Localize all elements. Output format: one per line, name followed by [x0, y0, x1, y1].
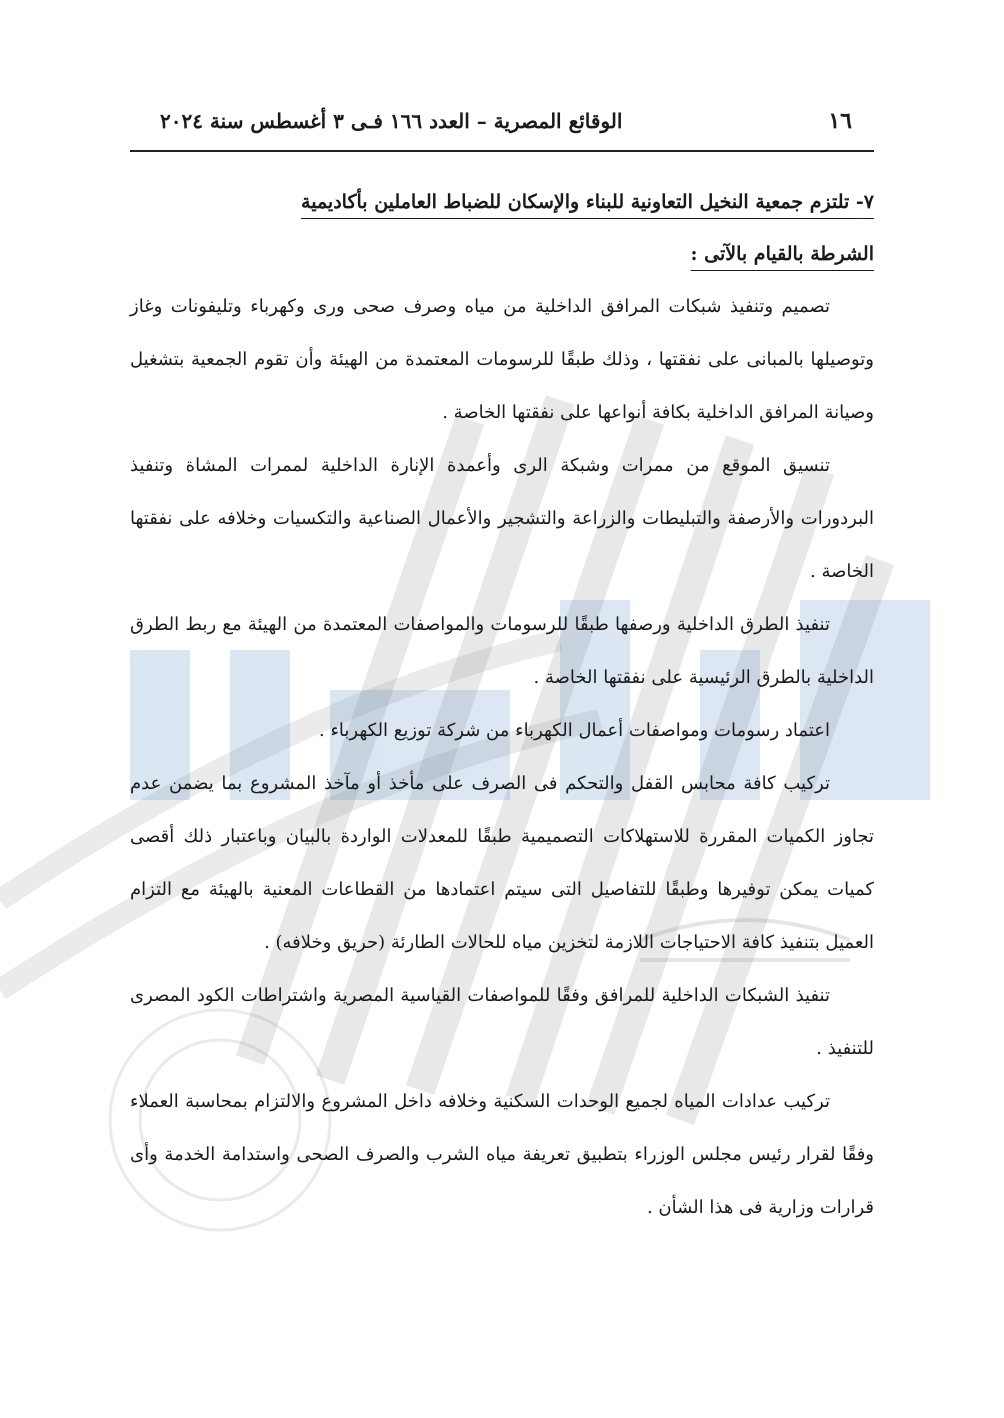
paragraph-water-meters: تركيب عدادات المياه لجميع الوحدات السكنية وخلافه داخل المشروع والالتزام بمحاسبة العملاء وفقًا لقرار رئيس مجلس الوزراء بتطبيق تعريفة مياه الشرب والصرف الصحى واستدامة الخدمة وأى قرارات وزارية فى هذا الشأن .	[130, 1091, 874, 1218]
item-heading-line-1: ٧- تلتزم جمعية النخيل التعاونية للبناء والإسكان للضباط العاملين بأكاديمية	[301, 191, 874, 213]
paragraph-code-compliance: تنفيذ الشبكات الداخلية للمرافق وفقًا للمواصفات القياسية المصرية واشتراطات الكود المصرى للتنفيذ .	[130, 985, 874, 1059]
paragraph-utilities-networks: تصميم وتنفيذ شبكات المرافق الداخلية من مياه وصرف صحى ورى وكهرباء وتليفونات وغاز وتوصيلها بالمبانى على نفقتها ، وذلك طبقًا للرسومات المعتمدة من الهيئة وأن تقوم الجمعية بتشغيل وصيانة المرافق الداخلية بكافة أنواعها على نفقتها الخاصة .	[130, 296, 874, 423]
paragraph-valves-installation: تركيب كافة محابس القفل والتحكم فى الصرف على مأخذ أو مآخذ المشروع بما يضمن عدم تجاوز الكميات المقررة للاستهلاكات التصميمية طبقًا للمعدلات الواردة بالبيان وباعتبار ذلك أقصى كميات يمكن توفيرها وطبقًا للتفاصيل التى سيتم اعتمادها من القطاعات المعنية بالهيئة مع التزام العميل بتنفيذ كافة الاحتياجات اللازمة لتخزين مياه للحالات الطارئة (حريق وخلافه) .	[130, 773, 874, 953]
page-header	[130, 108, 874, 152]
running-title: الوقائع المصرية – العدد ١٦٦ فـى ٣ أغسطس سنة ٢٠٢٤	[160, 109, 623, 133]
paragraph-electricity-approval: اعتماد رسومات ومواصفات أعمال الكهرباء من شركة توزيع الكهرباء .	[319, 720, 830, 741]
item-heading-line-2: الشرطة بالقيام بالآتى :	[690, 243, 874, 265]
page-number: ١٦	[828, 108, 852, 134]
paragraph-internal-roads: تنفيذ الطرق الداخلية ورصفها طبقًا للرسومات والمواصفات المعتمدة من الهيئة مع ربط الطرق الداخلية بالطرق الرئيسية على نفقتها الخاصة .	[130, 614, 874, 688]
paragraph-site-coordination: تنسيق الموقع من ممرات وشبكة الرى وأعمدة الإنارة الداخلية لممرات المشاة وتنفيذ البردورات والأرصفة والتبليطات والزراعة والتشجير والأعمال الصناعية والتكسيات وخلافه على نفقتها الخاصة .	[130, 455, 874, 582]
gazette-page	[130, 108, 874, 1234]
item-heading	[130, 176, 874, 280]
